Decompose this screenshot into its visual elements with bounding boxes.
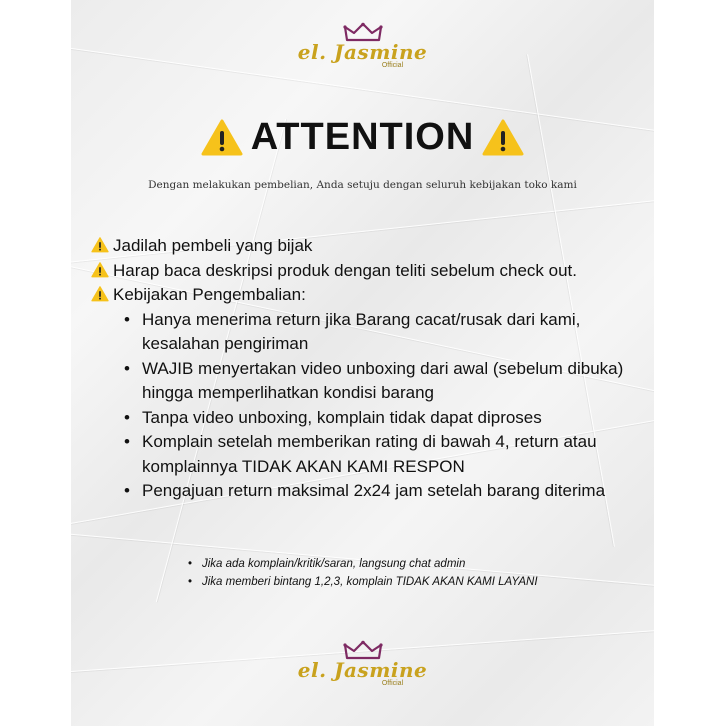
notes xyxy=(186,555,538,591)
list-item-line: • Pengajuan return maksimal 2x24 jam setelah barang diterima xyxy=(142,481,606,500)
warning-icon xyxy=(91,286,109,302)
rule-item xyxy=(91,283,651,308)
crown-icon xyxy=(343,22,383,42)
warning-icon xyxy=(91,262,109,278)
warning-icon xyxy=(482,119,524,157)
warning-icon xyxy=(91,237,109,253)
rules-list xyxy=(91,234,651,504)
brand-name: el. Jasmine xyxy=(297,40,428,64)
rule-text: Harap baca deskripsi produk dengan teliti sebelum check out. xyxy=(113,260,577,280)
list-item-line: hingga memperlihatkan kondisi barang xyxy=(142,383,435,402)
page-title xyxy=(71,115,654,159)
list-item-line: kesalahan pengiriman xyxy=(142,334,309,353)
brand-name: el. Jasmine xyxy=(297,658,428,682)
list-item-line: komplainnya TIDAK AKAN KAMI RESPON xyxy=(142,456,465,476)
brand-logo-bottom xyxy=(71,640,654,688)
brand-tagline: Official xyxy=(381,62,404,69)
list-item-line: • Komplain setelah memberikan rating di bawah 4, return atau xyxy=(142,432,597,451)
brand-logo-top xyxy=(71,22,654,70)
brand-tagline: Official xyxy=(381,680,404,687)
list-item-line: • Tanpa video unboxing, komplain tidak dapat diproses xyxy=(142,407,542,427)
rule-item xyxy=(91,259,651,284)
list-item xyxy=(124,430,651,479)
rule-text: Kebijakan Pengembalian: xyxy=(113,285,306,304)
paper-background xyxy=(71,0,654,726)
return-policy-list xyxy=(91,308,651,504)
subtitle: Dengan melakukan pembelian, Anda setuju dengan seluruh kebijakan toko kami xyxy=(148,179,577,191)
list-item-line: • WAJIB menyertakan video unboxing dari awal (sebelum dibuka) xyxy=(142,358,624,378)
list-item xyxy=(124,479,651,504)
list-item xyxy=(124,406,651,431)
title-text: ATTENTION xyxy=(250,116,475,159)
note-item: • Jika ada komplain/kritik/saran, langsung chat admin xyxy=(186,555,538,573)
rule-item xyxy=(91,234,651,259)
list-item xyxy=(124,308,651,357)
warning-icon xyxy=(201,119,243,157)
crown-icon xyxy=(343,640,383,660)
note-item: • Jika memberi bintang 1,2,3, komplain TIDAK AKAN KAMI LAYANI xyxy=(186,573,538,591)
list-item xyxy=(124,357,651,406)
rule-text: Jadilah pembeli yang bijak xyxy=(113,236,313,255)
list-item-line: • Hanya menerima return jika Barang cacat/rusak dari kami, xyxy=(142,309,581,329)
